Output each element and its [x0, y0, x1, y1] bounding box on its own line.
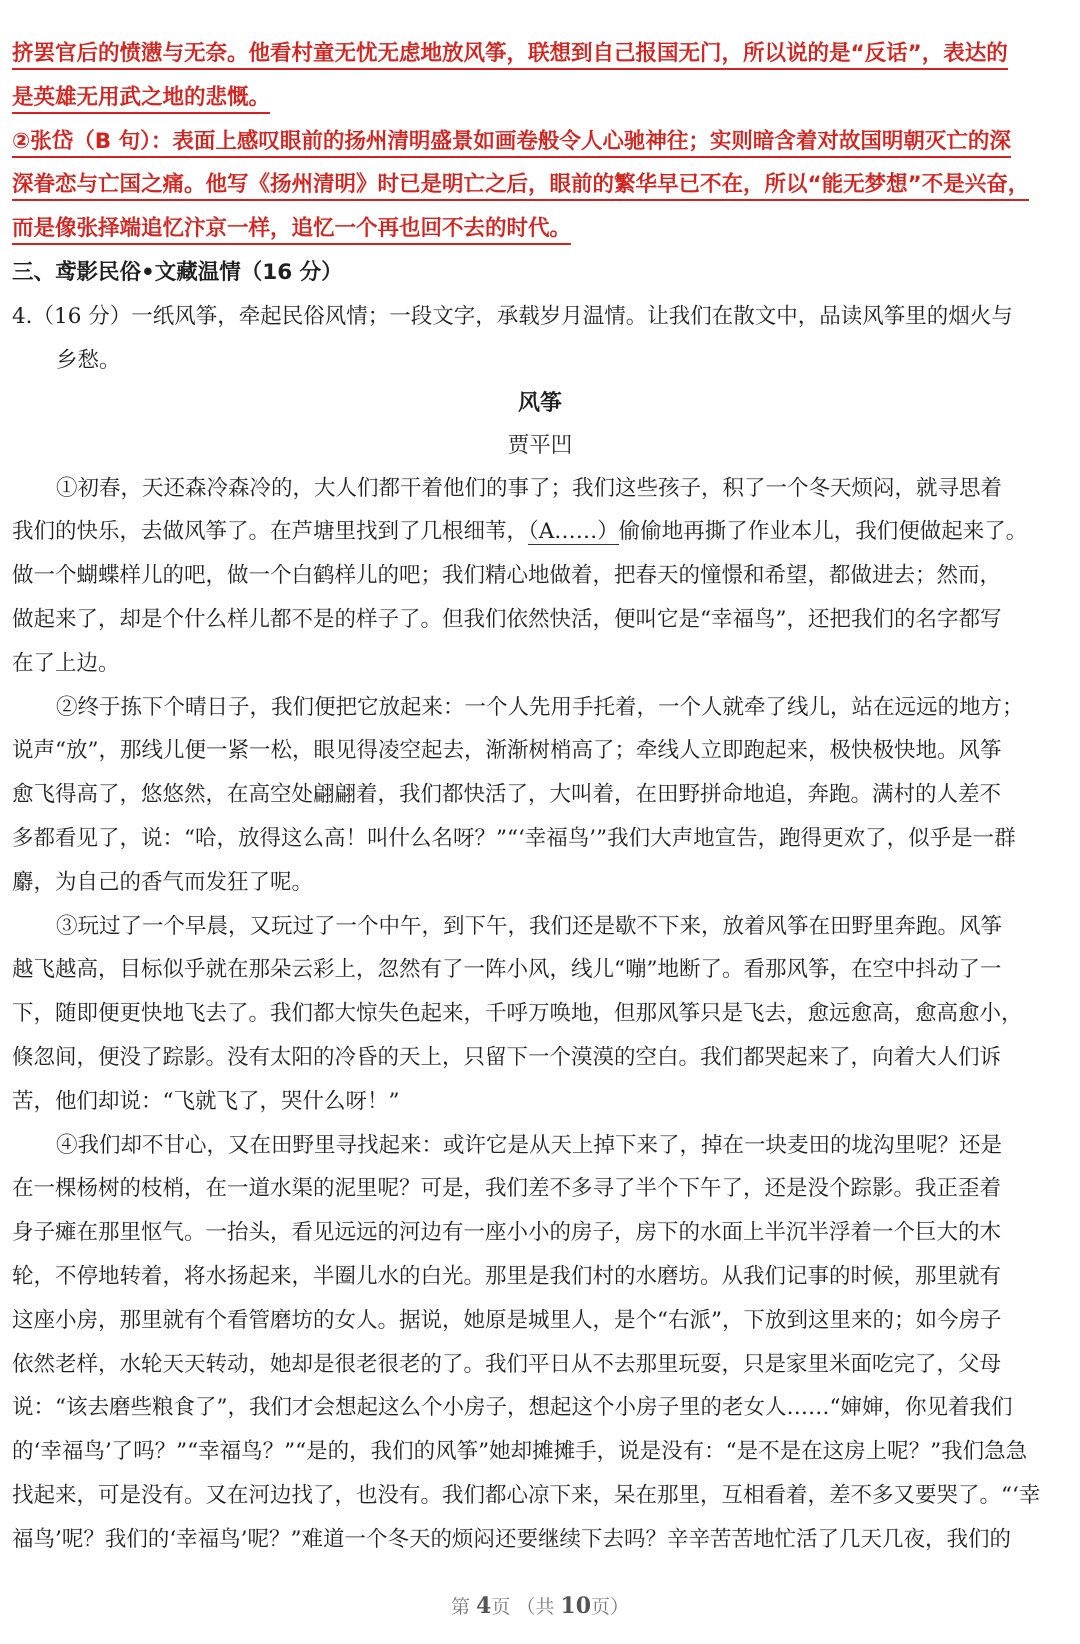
paragraph-line: 多都看见了，说：“哈，放得这么高！叫什么名呀？”“‘幸福鸟’”我们大声地宣告，跑得更欢了，似乎是一群: [12, 825, 1016, 851]
paragraph-line: 福鸟’呢？我们的‘幸福鸟’呢？”难道一个冬天的烦闷还要继续下去吗？辛辛苦苦地忙活了几天几夜，我们的: [12, 1526, 1011, 1552]
paragraph-line: ①初春，天还森冷森冷的，大人们都干着他们的事了；我们这些孩子，积了一个冬天烦闷，就寻思着: [56, 475, 1003, 501]
question-prompt-continued: 乡愁。: [56, 347, 121, 373]
paragraph-line: 下，随即便更快地飞去了。我们都大惊失色起来，千呼万唤地，但那风筝只是飞去，愈远愈高，愈高愈小，: [12, 1001, 1023, 1027]
answer-line: [12, 120, 1068, 164]
blank-marker-a: （A……）: [528, 519, 619, 545]
paragraph-text: 我们的快乐，去做风筝了。在芦塘里找到了几根细苇，: [12, 519, 529, 545]
paragraph-line: 依然老样，水轮天天转动，她却是很老很老的了。我们平日从不去那里玩耍，只是家里米面吃完了，父母: [12, 1351, 1002, 1377]
footer-text: 页 （共: [491, 1596, 561, 1618]
answer-text: 是英雄无用武之地的悲慨。: [12, 85, 270, 114]
page-number: 4: [476, 1593, 492, 1619]
answer-text: 挤罢官后的愤懑与无奈。他看村童无忧无虑地放风筝，联想到自己报国无门，所以说的是“反话”，表达的: [12, 41, 1008, 70]
paragraph-line: 愈飞得高了，悠悠然，在高空处翩翩着，我们都快活了，大叫着，在田野拼命地追，奔跑。满村的人差不: [12, 782, 1002, 808]
paragraph-line: 在一棵杨树的枝梢，在一道水渠的泥里呢？可是，我们差不多寻了半个下午了，还是没个踪影。我正歪着: [12, 1176, 1002, 1202]
paragraph-line: ②终于拣下个晴日子，我们便把它放起来：一个人先用手托着，一个人就牵了线儿，站在远远的地方；: [56, 694, 1024, 720]
paragraph-line: 的‘幸福鸟’了吗？”“幸福鸟？”“是的，我们的风筝”她却摊摊手，说是没有：“是不是在这房上呢？”我们急急: [12, 1439, 1028, 1465]
paragraph-line: ③玩过了一个早晨，又玩过了一个中午，到下午，我们还是歇不下来，放着风筝在田野里奔跑。风筝: [56, 913, 1003, 939]
footer-text: 第: [450, 1596, 476, 1618]
paragraph-line: 做一个蝴蝶样儿的吧，做一个白鹤样儿的吧；我们精心地做着，把春天的憧憬和希望，都做进去；然而，: [12, 563, 1002, 589]
essay-title: 风筝: [517, 390, 562, 416]
answer-line: [12, 163, 1068, 207]
page-footer: [0, 1592, 1080, 1619]
total-pages: 10: [560, 1593, 592, 1619]
answer-line: [12, 207, 1068, 251]
paragraph-line: 身子瘫在那里怄气。一抬头，看见远远的河边有一座小小的房子，房下的水面上半沉半浮着一个巨大的木: [12, 1220, 1002, 1246]
paragraph-text: 偷偷地再撕了作业本儿，我们便做起来了。: [618, 519, 1028, 545]
footer-text: 页）: [591, 1596, 630, 1618]
question-prompt: 4.（16 分）一纸风筝，牵起民俗风情；一段文字，承载岁月温情。让我们在散文中，品读风筝里的烟火与: [12, 303, 1013, 329]
paragraph-line: 麝，为自己的香气而发狂了呢。: [12, 869, 314, 895]
paragraph-line: 在了上边。: [12, 650, 120, 676]
answer-line: [12, 32, 1068, 76]
answer-text: ②张岱（B 句）：表面上感叹眼前的扬州清明盛景如画卷般令人心驰神往；实则暗含着对故国明朝灭亡的深: [12, 129, 1011, 158]
paragraph-line: 苦，他们却说：“飞就飞了，哭什么呀！”: [12, 1088, 400, 1114]
paragraph-line: 这座小房，那里就有个看管磨坊的女人。据说，她原是城里人，是个“右派”，下放到这里来的；如今房子: [12, 1307, 1002, 1333]
paragraph-line: ④我们却不甘心，又在田野里寻找起来：或许它是从天上掉下来了，掉在一块麦田的垅沟里呢？还是: [56, 1132, 1003, 1158]
paragraph-line: 倏忽间，便没了踪影。没有太阳的冷昏的天上，只留下一个漠漠的空白。我们都哭起来了，向着大人们诉: [12, 1044, 1002, 1070]
answer-text: 而是像张择端追忆汴京一样，追忆一个再也回不去的时代。: [12, 216, 571, 245]
paragraph-line: 做起来了，却是个什么样儿都不是的样子了。但我们依然快活，便叫它是“幸福鸟”，还把我们的名字都写: [12, 606, 1002, 632]
paragraph-line: 轮，不停地转着，将水扬起来，半圈儿水的白光。那里是我们村的水磨坊。从我们记事的时候，那里就有: [12, 1263, 1002, 1289]
paragraph-line: 说声“放”，那线儿便一紧一松，眼见得凌空起去，渐渐树梢高了；牵线人立即跑起来，极快极快地。风筝: [12, 738, 1002, 764]
paragraph-line: 说：“该去磨些粮食了”，我们才会想起这么个小房子，想起这个小房子里的老女人……“婶婶，你见着我们: [12, 1395, 1013, 1421]
essay-author: 贾平凹: [507, 432, 573, 458]
section-heading: 三、鸢影民俗•文藏温情（16 分）: [12, 259, 343, 285]
paragraph-line: [12, 510, 1068, 554]
document-page: [12, 0, 1068, 1562]
paragraph-line: 找起来，可是没有。又在河边找了，也没有。我们都心凉下来，呆在那里，互相看着，差不多又要哭了。“‘幸: [12, 1482, 1041, 1508]
answer-line: [12, 76, 1068, 120]
paragraph-line: 越飞越高，目标似乎就在那朵云彩上，忽然有了一阵小风，线儿“嘣”地断了。看那风筝，在空中抖动了一: [12, 957, 1002, 983]
answer-text: 深眷恋与亡国之痛。他写《扬州清明》时已是明亡之后，眼前的繁华早已不在，所以“能无梦想”不是兴奋，: [12, 172, 1029, 201]
